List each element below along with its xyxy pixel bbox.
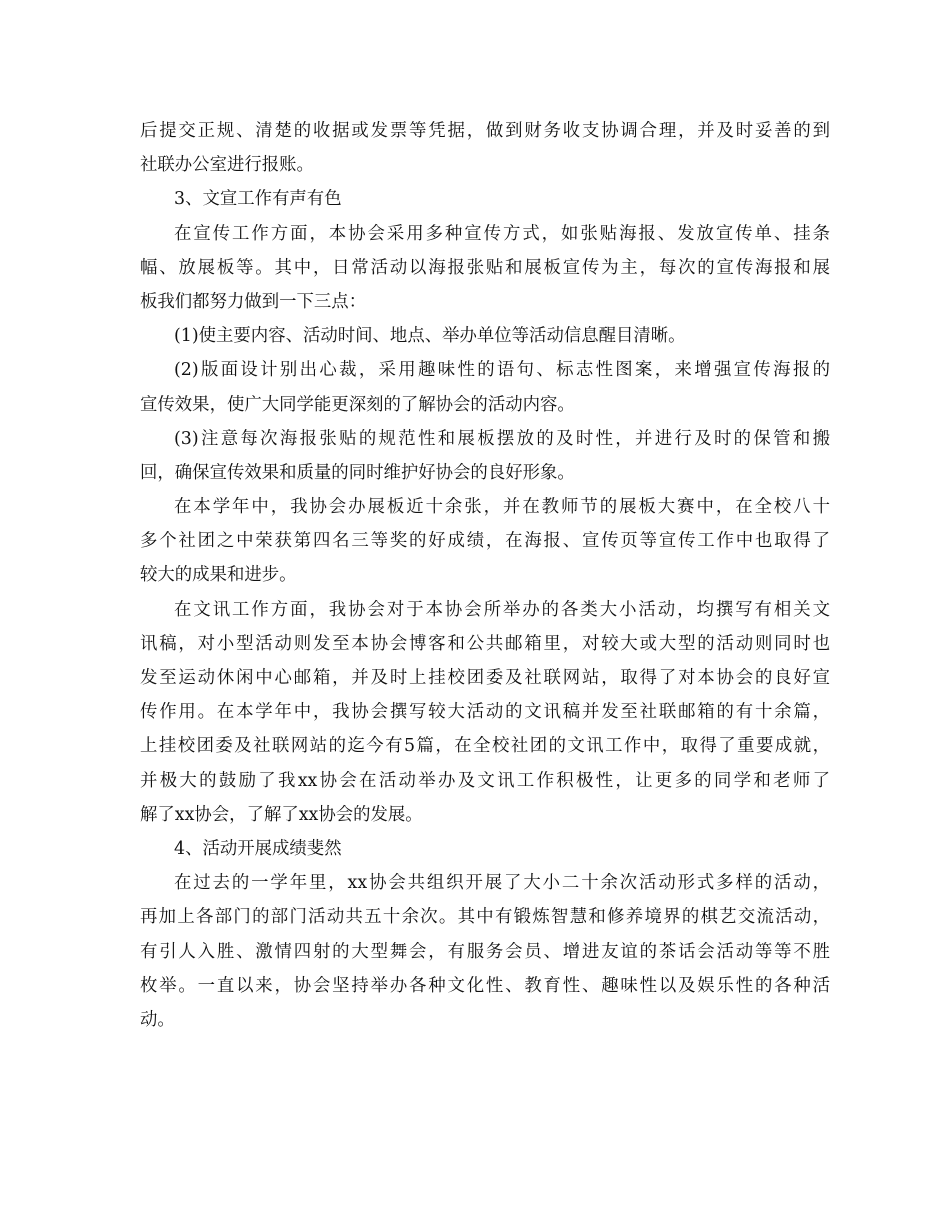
text-line: 在文讯工作方面，我协会对于本协会所举办的各类大小活动，均撰写有相关文 — [174, 599, 830, 620]
text-line: 较大的成果和进步。 — [140, 565, 297, 586]
text-line: 再加上各部门的部门活动共五十余次。其中有锻炼智慧和修养境界的棋艺交流活动， — [140, 907, 830, 928]
text-line: 社联办公室进行报账。 — [140, 155, 314, 176]
text-line: 在过去的一学年里，xx协会共组织开展了大小二十余次活动形式多样的活动， — [174, 873, 830, 894]
text-line: 动。 — [140, 1009, 175, 1030]
text-line: 解了xx协会，了解了xx协会的发展。 — [140, 804, 423, 825]
text-line: 板我们都努力做到一下三点： — [140, 291, 367, 312]
text-line: 多个社团之中荣获第四名三等奖的好成绩，在海报、宣传页等宣传工作中也取得了 — [140, 531, 830, 552]
section-heading: 3、文宣工作有声有色 — [174, 189, 342, 210]
text-line: 幅、放展板等。其中，日常活动以海报张贴和展板宣传为主，每次的宣传海报和展 — [140, 257, 830, 278]
text-line: 回，确保宣传效果和质量的同时维护好协会的良好形象。 — [140, 462, 575, 483]
text-line: 在宣传工作方面，本协会采用多种宣传方式，如张贴海报、发放宣传单、挂条 — [174, 223, 830, 244]
text-line: 并极大的鼓励了我xx协会在活动举办及文讯工作积极性，让更多的同学和老师了 — [140, 770, 830, 791]
text-line: 传作用。在本学年中，我协会撰写较大活动的文讯稿并发至社联邮箱的有十余篇， — [140, 702, 830, 723]
list-item: (2)版面设计别出心裁，采用趣味性的语句、标志性图案，来增强宣传海报的 — [174, 360, 830, 381]
text-line: 后提交正规、清楚的收据或发票等凭据，做到财务收支协调合理，并及时妥善的到 — [140, 121, 830, 141]
section-heading: 4、活动开展成绩斐然 — [174, 838, 342, 859]
document-body — [140, 114, 830, 1037]
text-line: 有引人入胜、激情四射的大型舞会，有服务会员、增进友谊的茶话会活动等等不胜 — [140, 941, 830, 962]
text-line: 在本学年中，我协会办展板近十余张，并在教师节的展板大赛中，在全校八十 — [174, 497, 830, 518]
text-line: 上挂校团委及社联网站的迄今有5篇，在全校社团的文讯工作中，取得了重要成就， — [140, 736, 830, 757]
text-line: 发至运动休闲中心邮箱，并及时上挂校团委及社联网站，取得了对本协会的良好宣 — [140, 668, 830, 688]
list-item: (1)使主要内容、活动时间、地点、举办单位等活动信息醒目清晰。 — [174, 326, 686, 347]
text-line: 宣传效果，使广大同学能更深刻的了解协会的活动内容。 — [140, 394, 575, 415]
text-line: 枚举。一直以来，协会坚持举办各种文化性、教育性、趣味性以及娱乐性的各种活 — [140, 975, 830, 996]
list-item: (3)注意每次海报张贴的规范性和展板摆放的及时性，并进行及时的保管和搬 — [174, 428, 830, 449]
text-line: 讯稿，对小型活动则发至本协会博客和公共邮箱里，对较大或大型的活动则同时也 — [140, 633, 830, 654]
